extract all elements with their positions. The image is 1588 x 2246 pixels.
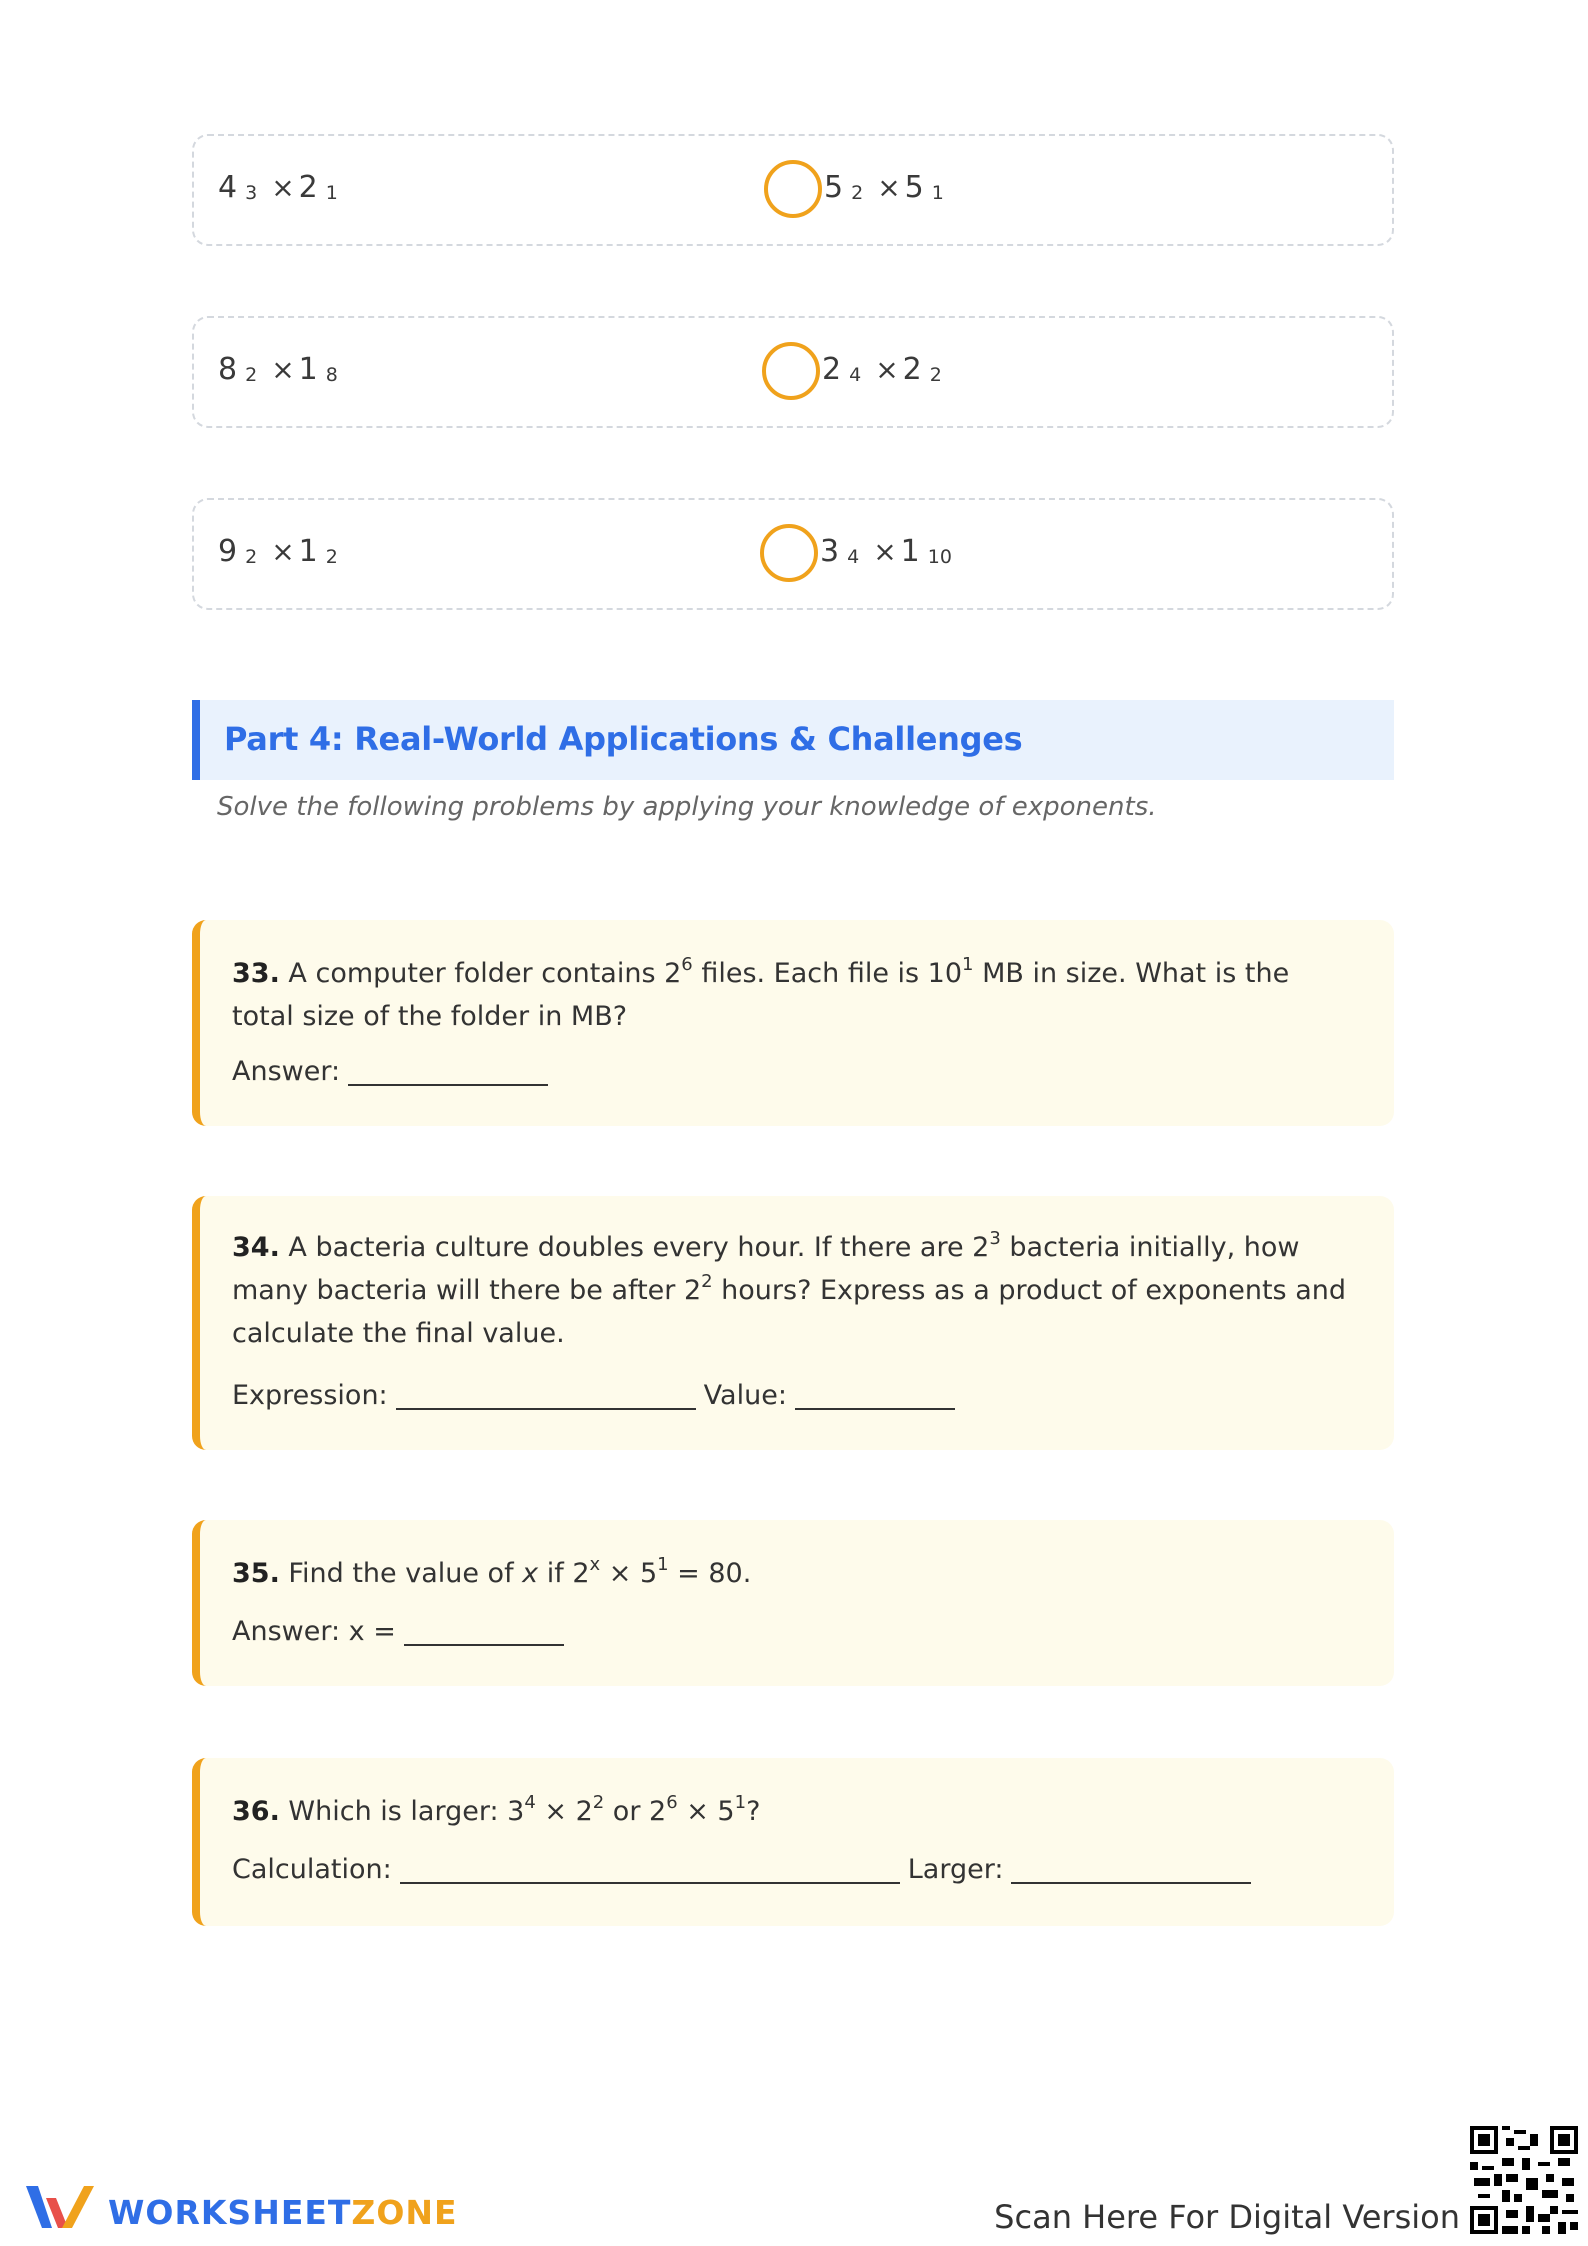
calculation-blank[interactable]: [400, 1854, 900, 1884]
brand-name: WORKSHEETZONE: [108, 2193, 458, 2232]
problem-text: 34. A bacteria culture doubles every hour. If there are $2^3$ bacteria initially, how many bacteria will there be after $2^2$ hours? Express as a product of exponents and calculate the final value.: [232, 1228, 1346, 1349]
compare-row: [192, 498, 1394, 610]
answer-row: Expression: Value:: [232, 1380, 963, 1411]
section-instructions: Solve the following problems by applying your knowledge of exponents.: [217, 792, 1157, 822]
worksheetzone-logo-icon: [22, 2178, 98, 2234]
expression-blank[interactable]: [396, 1380, 696, 1410]
left-expression: 4 3 × 2 1: [218, 170, 338, 205]
larger-blank[interactable]: [1011, 1854, 1251, 1884]
section-title: Part 4: Real-World Applications & Challenges: [224, 720, 1023, 758]
answer-circle[interactable]: [760, 524, 818, 582]
problem-card: [192, 1520, 1394, 1686]
right-expression: 5 2 × 5 1: [824, 170, 944, 205]
problem-card: [192, 920, 1394, 1126]
problem-text: 33. A computer folder contains $2^6$ files. Each file is $10^1$ MB in size. What is the total size of the folder in MB?: [232, 954, 1290, 1032]
problem-card: [192, 1758, 1394, 1926]
problem-card: [192, 1196, 1394, 1450]
right-expression: 3 4 × 1 10: [820, 534, 952, 569]
answer-row: Answer: x =: [232, 1616, 572, 1647]
value-blank[interactable]: [795, 1380, 955, 1410]
section-header: [192, 700, 1394, 780]
compare-row: [192, 134, 1394, 246]
qr-code-icon[interactable]: [1470, 2126, 1578, 2234]
answer-blank[interactable]: [348, 1056, 548, 1086]
answer-row: Answer:: [232, 1056, 556, 1087]
answer-row: Calculation: Larger:: [232, 1854, 1259, 1885]
problem-text: 35. Find the value of x if $2^x \times 5^1 = 80$.: [232, 1554, 752, 1589]
answer-blank[interactable]: [404, 1616, 564, 1646]
answer-circle[interactable]: [764, 160, 822, 218]
left-expression: 9 2 × 1 2: [218, 534, 338, 569]
left-expression: 8 2 × 1 8: [218, 352, 338, 387]
right-expression: 2 4 × 2 2: [822, 352, 942, 387]
answer-circle[interactable]: [762, 342, 820, 400]
compare-row: [192, 316, 1394, 428]
problem-text: 36. Which is larger: $3^4 \times 2^2$ or $2^6 \times 5^1$?: [232, 1792, 761, 1827]
scan-caption: Scan Here For Digital Version: [994, 2198, 1460, 2236]
